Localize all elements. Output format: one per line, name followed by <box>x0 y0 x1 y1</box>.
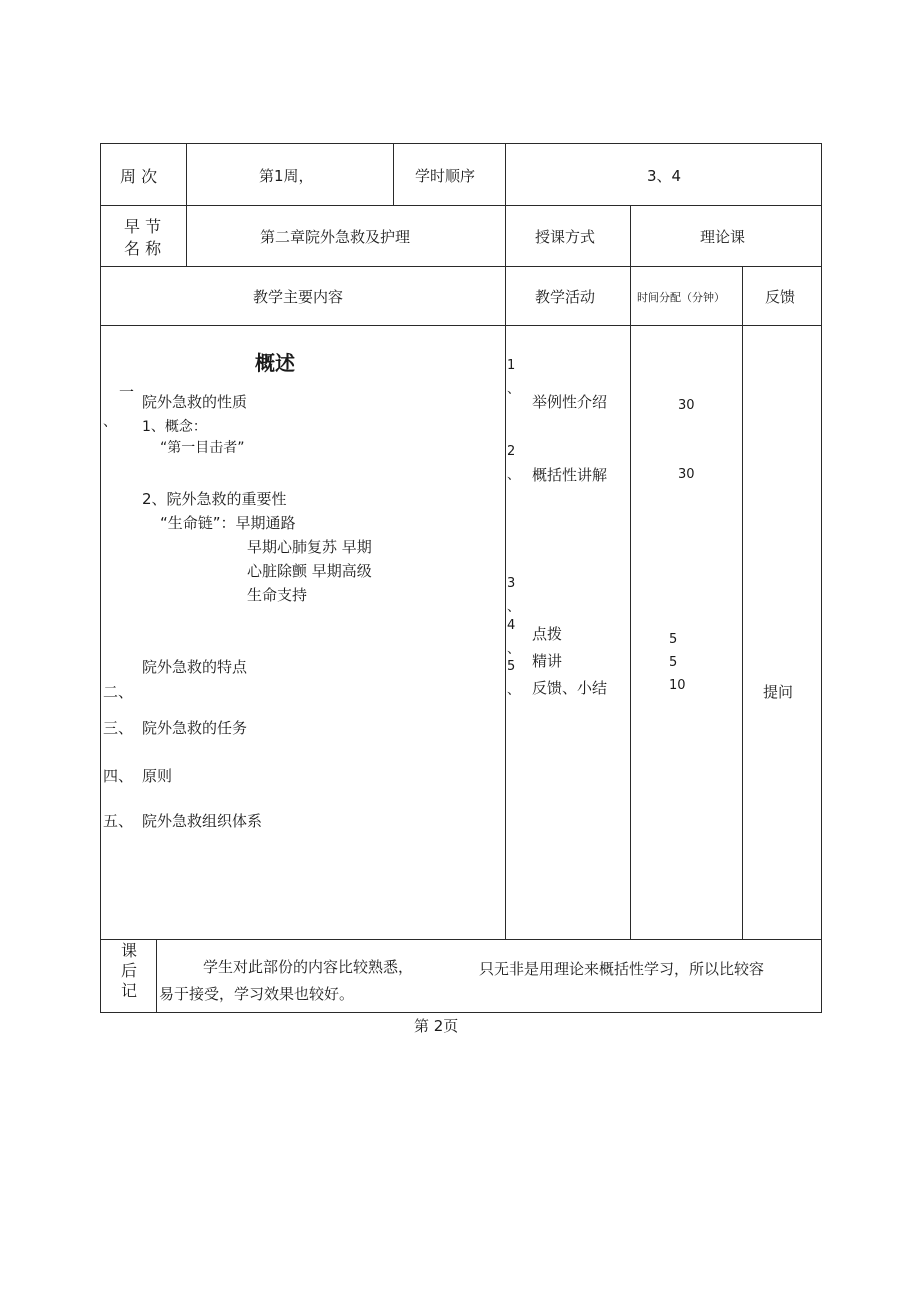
activity-2-number: 2 <box>507 444 516 459</box>
col-divider-e <box>742 266 743 939</box>
section-1-item-1: 1、概念： <box>142 419 207 435</box>
table-border-right <box>821 143 822 1013</box>
section-3-heading: 院外急救的任务 <box>142 719 248 737</box>
column-header-time: 时间分配（分钟） <box>637 291 725 304</box>
column-header-activity: 教学活动 <box>535 288 596 306</box>
activity-5-number: 5 <box>507 659 516 674</box>
activity-3-text: 点拨 <box>532 625 563 643</box>
section-5-heading: 院外急救组织体系 <box>142 812 263 830</box>
col-divider-c <box>505 143 506 939</box>
notes-text-1a: 学生对此部份的内容比较熟悉， <box>203 958 414 976</box>
activity-2-text: 概括性讲解 <box>532 466 608 484</box>
col-divider-a <box>186 143 187 266</box>
section-1-heading: 院外急救的性质 <box>142 393 248 411</box>
section-1-item-2-detail-4: 生命支持 <box>247 586 308 604</box>
activity-4-text: 精讲 <box>532 652 563 670</box>
activity-5-text: 反馈、小结 <box>532 679 608 697</box>
time-1: 30 <box>678 398 695 413</box>
chapter-value: 第二章院外急救及护理 <box>260 228 411 246</box>
activity-4-mark: 、 <box>507 642 521 657</box>
week-value: 第1周， <box>259 167 314 185</box>
chapter-label-line2: 名 称 <box>124 239 162 258</box>
method-label: 授课方式 <box>535 228 596 246</box>
col-divider-d <box>630 205 631 939</box>
section-1-item-2-detail-3: 心脏除颤 早期高级 <box>247 562 372 580</box>
feedback-value: 提问 <box>763 683 794 701</box>
activity-5-mark: 、 <box>507 683 521 698</box>
row-divider-4 <box>100 939 822 940</box>
table-border-bottom <box>100 1012 822 1013</box>
time-3: 5 <box>669 632 678 647</box>
section-4-number: 四、 <box>103 767 134 785</box>
activity-3-number: 3 <box>507 576 516 591</box>
section-1-mark: 、 <box>103 414 117 430</box>
page-number: 第 2页 <box>414 1017 459 1035</box>
notes-text-2: 易于接受，学习效果也较好。 <box>159 985 355 1003</box>
row-divider-2 <box>100 266 822 267</box>
section-1-item-1-detail: “第一目击者” <box>160 440 245 456</box>
activity-2-mark: 、 <box>507 468 521 483</box>
col-divider-b <box>393 143 394 205</box>
week-label: 周 次 <box>120 167 158 186</box>
table-border-top <box>100 143 822 144</box>
section-1-number: 一 <box>119 383 135 401</box>
order-value: 3、4 <box>647 167 682 185</box>
method-value: 理论课 <box>700 228 746 246</box>
col-divider-notes <box>156 939 157 1012</box>
notes-label-1: 课 <box>121 941 138 960</box>
notes-label-3: 记 <box>121 981 138 1000</box>
table-border-left <box>100 143 101 1013</box>
activity-1-mark: 、 <box>507 382 521 397</box>
section-2-number: 二、 <box>103 683 134 701</box>
activity-1-number: 1 <box>507 358 516 373</box>
section-5-number: 五、 <box>103 812 134 830</box>
row-divider-1 <box>100 205 822 206</box>
section-1-item-2: 2、院外急救的重要性 <box>142 490 287 508</box>
section-1-item-2-detail-1: “生命链”：早期通路 <box>160 514 296 532</box>
time-5: 10 <box>669 678 686 693</box>
chapter-label-line1: 早 节 <box>124 217 162 236</box>
activity-1-text: 举例性介绍 <box>532 393 608 411</box>
activity-4-number: 4 <box>507 618 516 633</box>
section-2-heading: 院外急救的特点 <box>142 658 248 676</box>
section-4-heading: 原则 <box>142 767 173 785</box>
activity-3-mark: 、 <box>507 600 521 615</box>
column-header-feedback: 反馈 <box>765 288 796 306</box>
section-1-item-2-detail-2: 早期心肺复苏 早期 <box>247 538 372 556</box>
row-divider-3 <box>100 325 822 326</box>
content-title: 概述 <box>255 351 295 375</box>
notes-label-2: 后 <box>121 961 138 980</box>
time-4: 5 <box>669 655 678 670</box>
time-2: 30 <box>678 467 695 482</box>
column-header-content: 教学主要内容 <box>253 288 344 306</box>
section-3-number: 三、 <box>103 719 134 737</box>
order-label: 学时顺序 <box>415 167 476 185</box>
notes-text-1b: 只无非是用理论来概括性学习，所以比较容 <box>479 960 765 978</box>
